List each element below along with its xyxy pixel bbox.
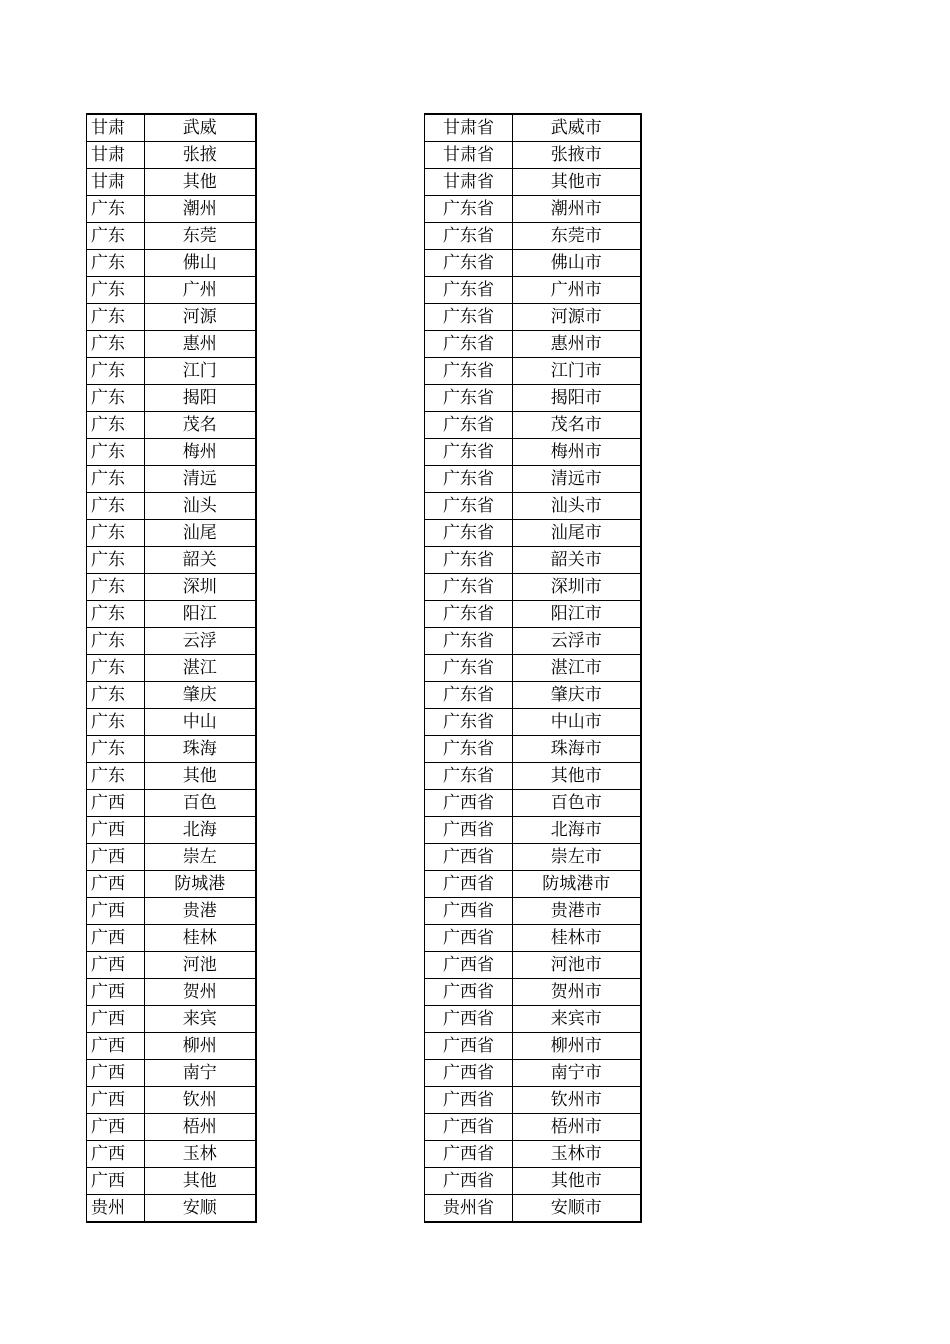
table-row — [87, 439, 256, 466]
city-cell: 河池 — [145, 952, 256, 979]
province-cell: 广东 — [87, 439, 145, 466]
table-row — [425, 925, 641, 952]
city-cell: 佛山市 — [513, 250, 641, 277]
province-cell: 广西省 — [425, 1060, 513, 1087]
province-cell: 广东 — [87, 412, 145, 439]
city-cell: 广州市 — [513, 277, 641, 304]
city-cell: 韶关 — [145, 547, 256, 574]
province-cell: 广西省 — [425, 844, 513, 871]
table-body — [425, 114, 641, 1222]
table-row — [425, 817, 641, 844]
province-cell: 广东 — [87, 223, 145, 250]
table-row — [87, 1114, 256, 1141]
city-cell: 揭阳 — [145, 385, 256, 412]
province-cell: 广西省 — [425, 1033, 513, 1060]
province-cell: 广东省 — [425, 574, 513, 601]
table-row — [425, 250, 641, 277]
city-cell: 江门 — [145, 358, 256, 385]
province-cell: 广西省 — [425, 1006, 513, 1033]
table-row — [425, 1141, 641, 1168]
province-cell: 广东 — [87, 574, 145, 601]
table-row — [425, 331, 641, 358]
province-cell: 广西 — [87, 871, 145, 898]
city-cell: 贵港市 — [513, 898, 641, 925]
city-cell: 潮州 — [145, 196, 256, 223]
city-cell: 贵港 — [145, 898, 256, 925]
city-cell: 云浮 — [145, 628, 256, 655]
city-cell: 云浮市 — [513, 628, 641, 655]
province-cell: 广东省 — [425, 466, 513, 493]
province-cell: 广东省 — [425, 682, 513, 709]
table-row — [87, 1141, 256, 1168]
table-row — [87, 817, 256, 844]
province-cell: 广西省 — [425, 817, 513, 844]
province-cell: 广西 — [87, 844, 145, 871]
province-cell: 广东 — [87, 331, 145, 358]
table-row — [87, 736, 256, 763]
table-row — [87, 952, 256, 979]
province-cell: 广西 — [87, 1168, 145, 1195]
city-cell: 柳州 — [145, 1033, 256, 1060]
province-cell: 广西省 — [425, 925, 513, 952]
province-cell: 广东 — [87, 493, 145, 520]
table-row — [425, 871, 641, 898]
province-cell: 广西 — [87, 817, 145, 844]
province-cell: 广东 — [87, 655, 145, 682]
table-row — [87, 520, 256, 547]
province-cell: 甘肃 — [87, 169, 145, 196]
province-cell: 广东省 — [425, 493, 513, 520]
city-cell: 肇庆市 — [513, 682, 641, 709]
province-cell: 广东 — [87, 250, 145, 277]
city-cell: 贺州 — [145, 979, 256, 1006]
province-cell: 广东省 — [425, 520, 513, 547]
table-row — [425, 1168, 641, 1195]
province-cell: 广东 — [87, 628, 145, 655]
province-cell: 贵州 — [87, 1195, 145, 1223]
table-row — [87, 358, 256, 385]
city-cell: 其他 — [145, 169, 256, 196]
province-cell: 广东省 — [425, 304, 513, 331]
province-cell: 广西 — [87, 1006, 145, 1033]
city-cell: 张掖市 — [513, 142, 641, 169]
city-cell: 珠海市 — [513, 736, 641, 763]
city-cell: 玉林市 — [513, 1141, 641, 1168]
city-cell: 安顺市 — [513, 1195, 641, 1223]
table-row — [87, 196, 256, 223]
province-cell: 广西 — [87, 979, 145, 1006]
table-row — [87, 628, 256, 655]
city-cell: 崇左市 — [513, 844, 641, 871]
city-cell: 南宁 — [145, 1060, 256, 1087]
table-row — [87, 385, 256, 412]
table-row — [87, 1087, 256, 1114]
table-row — [87, 277, 256, 304]
province-cell: 广西 — [87, 790, 145, 817]
city-cell: 惠州市 — [513, 331, 641, 358]
city-cell: 汕头 — [145, 493, 256, 520]
province-cell: 广西省 — [425, 790, 513, 817]
province-cell: 广西省 — [425, 1114, 513, 1141]
table-row — [87, 169, 256, 196]
table-row — [425, 628, 641, 655]
city-cell: 南宁市 — [513, 1060, 641, 1087]
table-row — [425, 682, 641, 709]
province-cell: 广东 — [87, 709, 145, 736]
city-cell: 其他市 — [513, 763, 641, 790]
city-cell: 张掖 — [145, 142, 256, 169]
table-row — [425, 952, 641, 979]
province-cell: 广东 — [87, 736, 145, 763]
table-row — [87, 1033, 256, 1060]
city-cell: 潮州市 — [513, 196, 641, 223]
table-row — [425, 979, 641, 1006]
city-cell: 珠海 — [145, 736, 256, 763]
province-cell: 广东省 — [425, 655, 513, 682]
table-row — [425, 520, 641, 547]
table-row — [425, 709, 641, 736]
city-cell: 防城港 — [145, 871, 256, 898]
city-cell: 清远 — [145, 466, 256, 493]
province-cell: 广东省 — [425, 709, 513, 736]
city-cell: 其他 — [145, 763, 256, 790]
table-row — [425, 223, 641, 250]
table-row — [87, 574, 256, 601]
province-cell: 广东 — [87, 385, 145, 412]
table-row — [425, 1033, 641, 1060]
table-row — [425, 763, 641, 790]
city-cell: 东莞 — [145, 223, 256, 250]
table-row — [87, 1168, 256, 1195]
city-cell: 茂名市 — [513, 412, 641, 439]
city-cell: 湛江市 — [513, 655, 641, 682]
city-cell: 韶关市 — [513, 547, 641, 574]
province-cell: 广西 — [87, 898, 145, 925]
table-row — [87, 1060, 256, 1087]
city-cell: 武威市 — [513, 114, 641, 142]
table-row — [87, 709, 256, 736]
table-row — [425, 385, 641, 412]
province-cell: 广东 — [87, 601, 145, 628]
city-cell: 惠州 — [145, 331, 256, 358]
city-cell: 其他市 — [513, 1168, 641, 1195]
province-cell: 甘肃省 — [425, 114, 513, 142]
table-row — [87, 331, 256, 358]
table-row — [87, 493, 256, 520]
table-row — [87, 1195, 256, 1223]
table-row — [87, 979, 256, 1006]
city-cell: 广州 — [145, 277, 256, 304]
table-row — [87, 655, 256, 682]
table-row — [425, 439, 641, 466]
province-cell: 广东省 — [425, 628, 513, 655]
table-row — [425, 547, 641, 574]
city-cell: 梧州市 — [513, 1114, 641, 1141]
province-cell: 广东 — [87, 277, 145, 304]
province-cell: 广西省 — [425, 979, 513, 1006]
city-cell: 茂名 — [145, 412, 256, 439]
province-cell: 广东省 — [425, 736, 513, 763]
table-row — [87, 250, 256, 277]
city-cell: 钦州 — [145, 1087, 256, 1114]
province-cell: 广东 — [87, 547, 145, 574]
city-cell: 河源市 — [513, 304, 641, 331]
city-cell: 中山市 — [513, 709, 641, 736]
city-cell: 汕尾 — [145, 520, 256, 547]
city-cell: 揭阳市 — [513, 385, 641, 412]
province-cell: 甘肃省 — [425, 169, 513, 196]
province-cell: 广东 — [87, 520, 145, 547]
table-row — [425, 114, 641, 142]
table-row — [87, 223, 256, 250]
table-row — [425, 412, 641, 439]
city-cell: 桂林 — [145, 925, 256, 952]
province-cell: 广东 — [87, 682, 145, 709]
city-cell: 北海市 — [513, 817, 641, 844]
province-cell: 广东省 — [425, 385, 513, 412]
city-cell: 其他 — [145, 1168, 256, 1195]
city-cell: 佛山 — [145, 250, 256, 277]
province-cell: 甘肃 — [87, 114, 145, 142]
table-row — [425, 1006, 641, 1033]
table-row — [87, 547, 256, 574]
province-cell: 广西 — [87, 1087, 145, 1114]
city-cell: 河池市 — [513, 952, 641, 979]
table-row — [425, 898, 641, 925]
table-row — [425, 196, 641, 223]
city-cell: 玉林 — [145, 1141, 256, 1168]
city-cell: 湛江 — [145, 655, 256, 682]
table-row — [425, 844, 641, 871]
province-cell: 广东省 — [425, 547, 513, 574]
province-city-table-full — [424, 113, 642, 1223]
table-row — [87, 304, 256, 331]
city-cell: 深圳市 — [513, 574, 641, 601]
province-cell: 广东省 — [425, 277, 513, 304]
table-row — [425, 142, 641, 169]
table-row — [425, 1060, 641, 1087]
table-body — [87, 114, 256, 1222]
table-row — [87, 601, 256, 628]
province-cell: 广东 — [87, 466, 145, 493]
city-cell: 清远市 — [513, 466, 641, 493]
city-cell: 百色 — [145, 790, 256, 817]
table-row — [425, 304, 641, 331]
table-row — [425, 574, 641, 601]
province-cell: 广东省 — [425, 412, 513, 439]
province-cell: 广西 — [87, 952, 145, 979]
city-cell: 安顺 — [145, 1195, 256, 1223]
province-cell: 广东 — [87, 196, 145, 223]
table-row — [425, 1195, 641, 1223]
province-cell: 广东 — [87, 763, 145, 790]
table-row — [87, 925, 256, 952]
province-cell: 广东省 — [425, 250, 513, 277]
table-row — [425, 1114, 641, 1141]
city-cell: 梧州 — [145, 1114, 256, 1141]
province-cell: 广东省 — [425, 223, 513, 250]
city-cell: 百色市 — [513, 790, 641, 817]
province-cell: 广西省 — [425, 1087, 513, 1114]
province-cell: 甘肃 — [87, 142, 145, 169]
table-row — [87, 871, 256, 898]
province-cell: 广西 — [87, 1141, 145, 1168]
table-row — [87, 142, 256, 169]
province-cell: 广东 — [87, 358, 145, 385]
table-row — [87, 682, 256, 709]
city-cell: 桂林市 — [513, 925, 641, 952]
city-cell: 北海 — [145, 817, 256, 844]
province-cell: 广西 — [87, 1114, 145, 1141]
province-cell: 贵州省 — [425, 1195, 513, 1223]
table-row — [425, 655, 641, 682]
city-cell: 贺州市 — [513, 979, 641, 1006]
city-cell: 崇左 — [145, 844, 256, 871]
province-cell: 广东省 — [425, 763, 513, 790]
table-row — [425, 466, 641, 493]
city-cell: 来宾市 — [513, 1006, 641, 1033]
table-row — [87, 1006, 256, 1033]
city-cell: 汕头市 — [513, 493, 641, 520]
city-cell: 来宾 — [145, 1006, 256, 1033]
province-city-table-short — [86, 113, 257, 1223]
city-cell: 防城港市 — [513, 871, 641, 898]
table-row — [425, 277, 641, 304]
table-row — [425, 790, 641, 817]
province-cell: 甘肃省 — [425, 142, 513, 169]
city-cell: 江门市 — [513, 358, 641, 385]
table-row — [425, 601, 641, 628]
city-cell: 阳江 — [145, 601, 256, 628]
city-cell: 肇庆 — [145, 682, 256, 709]
province-cell: 广西省 — [425, 952, 513, 979]
table-row — [87, 114, 256, 142]
city-cell: 其他市 — [513, 169, 641, 196]
province-cell: 广西省 — [425, 898, 513, 925]
province-cell: 广西 — [87, 1033, 145, 1060]
table-row — [87, 763, 256, 790]
city-cell: 梅州 — [145, 439, 256, 466]
city-cell: 柳州市 — [513, 1033, 641, 1060]
table-row — [87, 790, 256, 817]
province-cell: 广东省 — [425, 331, 513, 358]
city-cell: 深圳 — [145, 574, 256, 601]
table-row — [425, 493, 641, 520]
table-row — [87, 466, 256, 493]
province-cell: 广西省 — [425, 1141, 513, 1168]
province-cell: 广东省 — [425, 439, 513, 466]
city-cell: 汕尾市 — [513, 520, 641, 547]
city-cell: 阳江市 — [513, 601, 641, 628]
city-cell: 钦州市 — [513, 1087, 641, 1114]
table-row — [87, 412, 256, 439]
province-cell: 广西 — [87, 1060, 145, 1087]
province-cell: 广西 — [87, 925, 145, 952]
province-cell: 广东省 — [425, 601, 513, 628]
city-cell: 东莞市 — [513, 223, 641, 250]
city-cell: 河源 — [145, 304, 256, 331]
city-cell: 中山 — [145, 709, 256, 736]
table-row — [87, 898, 256, 925]
city-cell: 梅州市 — [513, 439, 641, 466]
table-row — [425, 736, 641, 763]
province-cell: 广西省 — [425, 871, 513, 898]
table-row — [87, 844, 256, 871]
table-row — [425, 169, 641, 196]
province-cell: 广东省 — [425, 196, 513, 223]
province-cell: 广西省 — [425, 1168, 513, 1195]
table-row — [425, 1087, 641, 1114]
province-cell: 广东省 — [425, 358, 513, 385]
table-row — [425, 358, 641, 385]
province-cell: 广东 — [87, 304, 145, 331]
city-cell: 武威 — [145, 114, 256, 142]
